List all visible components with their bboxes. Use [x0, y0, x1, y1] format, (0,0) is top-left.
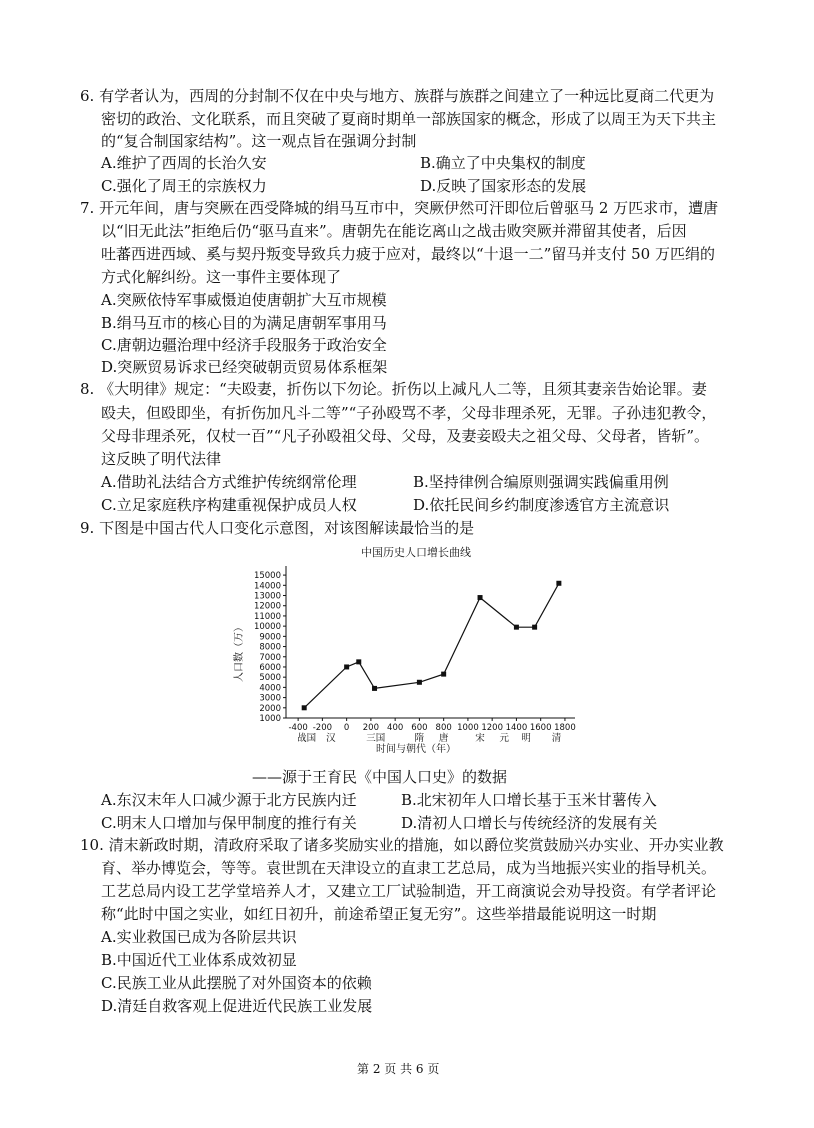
q10-option-c[interactable]: C.民族工业从此摆脱了对外国资本的依赖: [101, 974, 372, 992]
q10-line-1: 10. 清末新政时期，清政府采取了诸多奖励实业的措施，如以爵位奖赏鼓励兴办实业、开办实业教: [80, 836, 724, 854]
x-tick-label: 800: [435, 723, 452, 733]
q8-option-a[interactable]: A.借助礼法结合方式维护传统纲常伦理: [101, 473, 357, 491]
data-point-marker: [356, 659, 361, 664]
q7-option-a[interactable]: A.突厥依恃军事威慑迫使唐朝扩大互市规模: [101, 291, 387, 309]
q9-option-b[interactable]: B.北宋初年人口增长基于玉米甘薯传入: [401, 791, 657, 809]
x-tick-label: -400: [288, 723, 308, 733]
y-tick-label: 4000: [259, 683, 281, 694]
y-tick-label: 12000: [253, 601, 281, 612]
population-series: [302, 581, 562, 711]
data-point-marker: [514, 625, 519, 630]
q6-line-1: 6. 有学者认为，西周的分封制不仅在中央与地方、族群与族群之间建立了一种远比夏商二代更为: [80, 87, 715, 105]
q10-line-3: 工艺总局内设工艺学堂培养人才，又建立工厂试验制造，开工商演说会劝导投资。有学者评论: [101, 882, 717, 900]
data-point-marker: [302, 705, 307, 710]
dynasty-label: 宋: [475, 733, 485, 744]
q8-line-3: 父母非理杀死，仅杖一百”“凡子孙殴祖父母、父母，及妻妾殴夫之祖父母、父母者，皆斩”。: [101, 427, 710, 445]
x-tick-label: 200: [362, 723, 380, 733]
q8-option-b[interactable]: B.坚持律例合编原则强调实践偏重用例: [413, 473, 669, 491]
chart-source: ——源于王育民《中国人口史》的数据: [252, 768, 508, 786]
y-tick-label: 10000: [253, 622, 281, 633]
q9-option-c[interactable]: C.明末人口增加与保甲制度的推行有关: [101, 814, 357, 832]
q10-option-d[interactable]: D.清廷自救客观上促进近代民族工业发展: [101, 997, 373, 1015]
dynasty-label: 清: [551, 733, 562, 744]
y-tick-label: 3000: [259, 693, 281, 704]
q7-line-3: 吐蕃西进西域、奚与契丹叛变导致兵力疲于应对，最终以“十退一二”留马并支付 50 万匹绢的: [101, 245, 715, 263]
y-axis-ticks: [254, 571, 286, 724]
y-tick-label: 1000: [259, 714, 281, 724]
y-tick-label: 13000: [253, 591, 281, 602]
q7-line-1: 7. 开元年间，唐与突厥在西受降城的绢马互市中，突厥伊然可汗即位后曾驱马 2 万匹求市，遭唐: [80, 199, 719, 217]
q8-option-d[interactable]: D.依托民间乡约制度渗透官方主流意识: [413, 496, 670, 514]
q10-option-b[interactable]: B.中国近代工业体系成效初显: [101, 951, 297, 969]
x-axis-ticks: [288, 718, 575, 733]
population-chart: [228, 542, 588, 757]
chart-title: 中国历史人口增长曲线: [361, 546, 471, 559]
y-tick-label: 11000: [253, 611, 281, 622]
y-tick-label: 15000: [253, 571, 281, 582]
x-tick-label: 600: [411, 723, 428, 733]
x-tick-label: 1400: [505, 723, 528, 733]
q6-option-a[interactable]: A.维护了西周的长治久安: [101, 154, 267, 172]
q9-line-1: 9. 下图是中国古代人口变化示意图，对该图解读最恰当的是: [80, 519, 475, 537]
q8-option-c[interactable]: C.立足家庭秩序构建重视保护成员人权: [101, 496, 357, 514]
dynasty-labels: [297, 732, 562, 744]
q10-line-2: 育、举办博览会，等等。袁世凯在天津设立的直隶工艺总局，成为当地振兴实业的指导机关。: [101, 859, 717, 877]
x-tick-label: 1600: [529, 723, 552, 733]
data-point-marker: [417, 680, 422, 685]
y-tick-label: 5000: [259, 673, 281, 684]
data-point-marker: [441, 672, 446, 677]
data-point-marker: [532, 625, 537, 630]
data-point-marker: [372, 686, 377, 691]
x-tick-label: 400: [387, 723, 404, 733]
q7-line-4: 方式化解纠纷。这一事件主要体现了: [101, 268, 342, 286]
x-axis-label: 时间与朝代（年）: [376, 744, 456, 755]
data-point-marker: [556, 581, 561, 586]
y-tick-label: 7000: [259, 652, 281, 663]
q6-option-d[interactable]: D.反映了国家形态的发展: [420, 177, 587, 195]
y-tick-label: 6000: [259, 662, 281, 673]
x-tick-label: 1000: [457, 723, 479, 733]
q8-line-2: 殴夫，但殴即坐，有折伤加凡斗二等”“子孙殴骂不孝，父母非理杀死，无罪。子孙违犯教令，: [101, 404, 717, 422]
x-tick-label: 1800: [554, 723, 576, 733]
dynasty-label: 隋: [414, 733, 425, 744]
q6-option-c[interactable]: C.强化了周王的宗族权力: [101, 177, 267, 195]
x-tick-label: -200: [312, 723, 333, 733]
q7-option-b[interactable]: B.绢马互市的核心目的为满足唐朝军事用马: [101, 314, 387, 332]
y-axis-label: 人口数（万）: [234, 622, 245, 682]
y-tick-label: 14000: [253, 581, 281, 592]
population-line: [304, 583, 559, 708]
q9-option-a[interactable]: A.东汉末年人口减少源于北方民族内迁: [101, 791, 357, 809]
dynasty-label: 战国: [297, 733, 317, 744]
dynasty-label: 明: [521, 733, 531, 744]
x-tick-label: 0: [343, 723, 350, 733]
q9-option-d[interactable]: D.清初人口增长与传统经济的发展有关: [401, 814, 658, 832]
q7-option-c[interactable]: C.唐朝边疆治理中经济手段服务于政治安全: [101, 336, 387, 354]
q7-option-d[interactable]: D.突厥贸易诉求已经突破朝贡贸易体系框架: [101, 358, 388, 376]
y-tick-label: 2000: [259, 703, 281, 714]
q8-line-1: 8. 《大明律》规定：“夫殴妻，折伤以下勿论。折伤以上减凡人二等，且须其妻亲告始论罪。妻: [80, 380, 707, 398]
chart-axes: [286, 566, 575, 718]
q8-line-4: 这反映了明代法律: [101, 450, 222, 468]
y-tick-label: 8000: [259, 642, 281, 653]
dynasty-label: 唐: [438, 733, 449, 744]
data-point-marker: [344, 664, 349, 669]
dynasty-label: 三国: [366, 733, 386, 744]
q6-line-2: 密切的政治、文化联系，而且突破了夏商时期单一部族国家的概念，形成了以周王为天下共主: [101, 110, 717, 128]
x-tick-label: 1200: [481, 723, 503, 733]
q6-option-b[interactable]: B.确立了中央集权的制度: [420, 154, 586, 172]
y-tick-label: 9000: [259, 632, 281, 643]
data-point-marker: [478, 595, 483, 600]
dynasty-label: 元: [499, 733, 510, 744]
q6-line-3: 的“复合制国家结构”。这一观点旨在强调分封制: [101, 132, 417, 150]
page-footer: 第 2 页 共 6 页: [357, 1062, 440, 1076]
dynasty-label: 汉: [326, 733, 336, 744]
q10-option-a[interactable]: A.实业救国已成为各阶层共识: [101, 928, 297, 946]
q10-line-4: 称“此时中国之实业，如红日初升，前途希望正复无穷”。这些举措最能说明这一时期: [101, 905, 657, 923]
q7-line-2: 以“旧无此法”拒绝后仍“驱马直来”。唐朝先在能讫离山之战击败突厥并滞留其使者，后因: [101, 222, 687, 240]
